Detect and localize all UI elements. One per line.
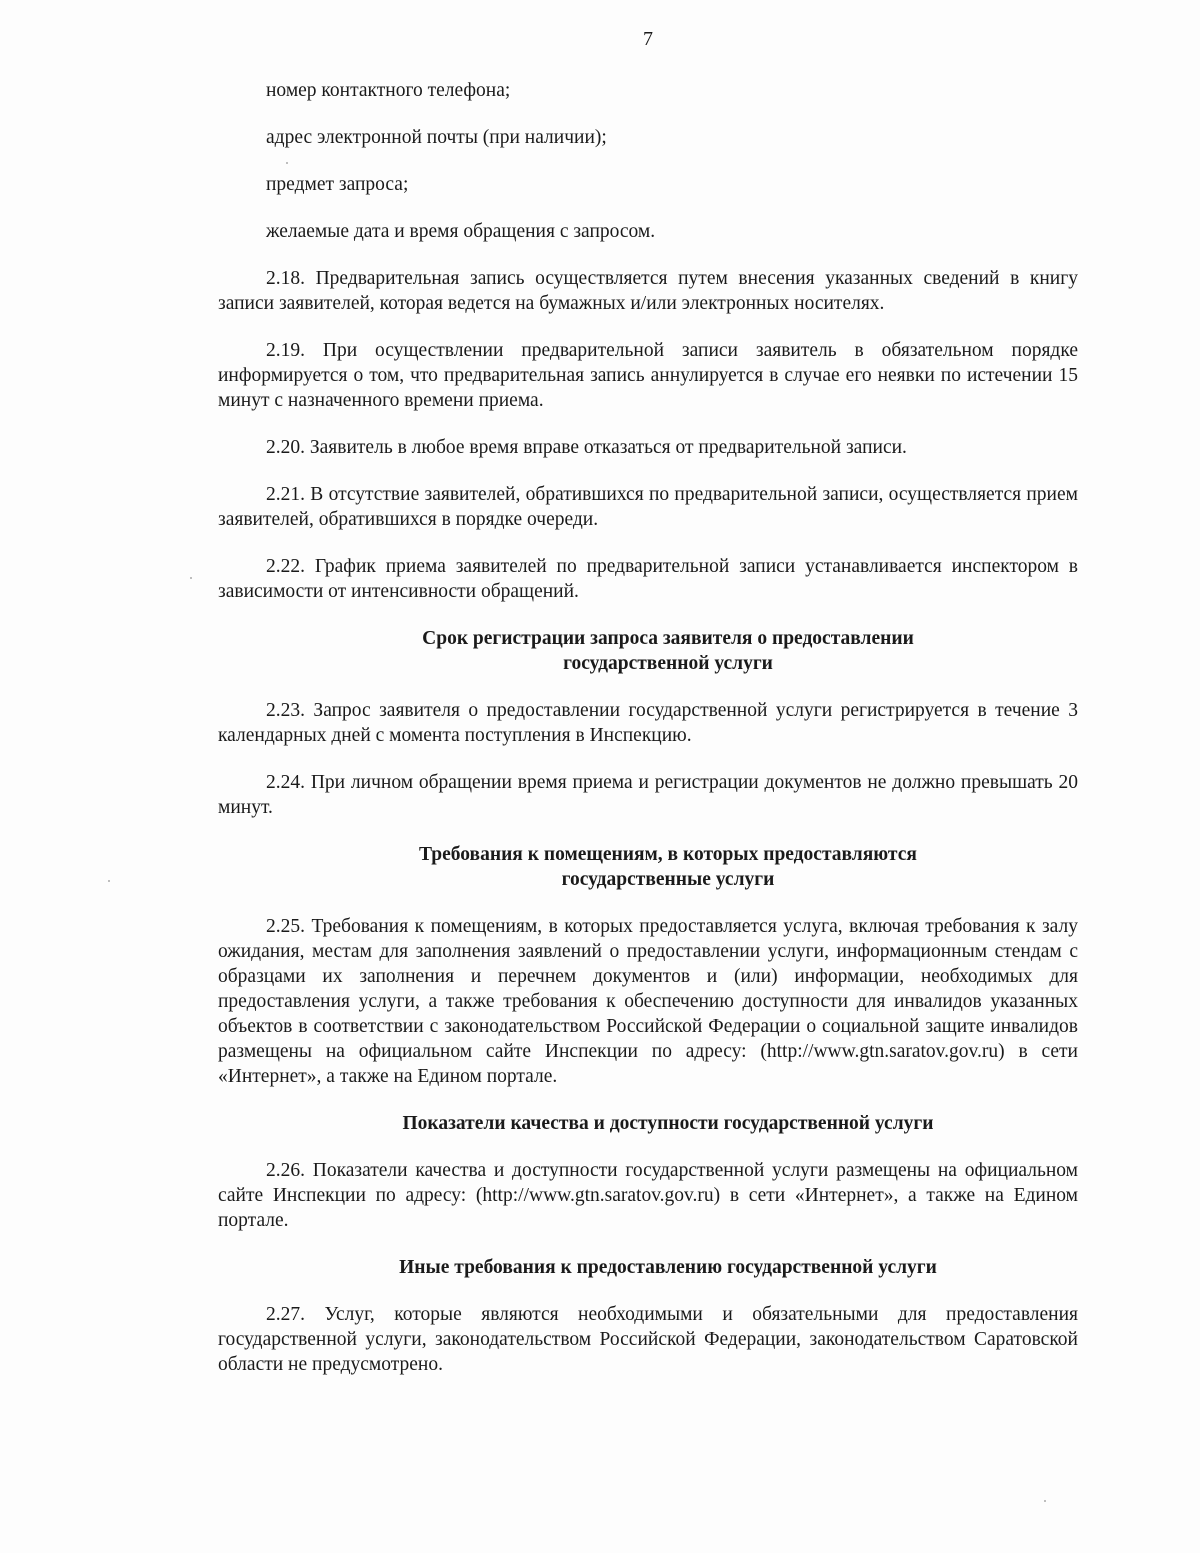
document-body: [218, 78, 1078, 1399]
paragraph-2-20: 2.20. Заявитель в любое время вправе отказаться от предварительной записи.: [266, 437, 907, 458]
heading-line: Требования к помещениям, в которых предоставляются: [419, 844, 917, 865]
scan-speck: [1044, 1500, 1046, 1502]
paragraph-2-27: 2.27. Услуг, которые являются необходимыми и обязательными для предоставления государственной услуги, законодательством Российской Федерации, законодательством Саратовской области не предусмотрено.: [218, 1304, 1078, 1375]
paragraph-2-19: 2.19. При осуществлении предварительной записи заявитель в обязательном порядке информируется о том, что предварительная запись аннулируется в случае его неявки по истечении 15 минут с назначенного времени приема.: [218, 340, 1078, 411]
list-item: номер контактного телефона;: [266, 80, 511, 101]
heading-other: Иные требования к предоставлению государственной услуги: [399, 1257, 937, 1278]
heading-line: государственной услуги: [563, 653, 773, 674]
paragraph-2-25: 2.25. Требования к помещениям, в которых предоставляется услуга, включая требования к залу ожидания, местам для заполнения заявлений о предоставлении услуги, информационным стендам с образцами их заполнения и перечнем документов и (или) информации, необходимых для предоставления услуги, а также требования к обеспечению доступности для инвалидов указанных объектов в соответствии с законодательством Российской Федерации о социальной защите инвалидов размещены на официальном сайте Инспекции по адресу: (http://www.gtn.saratov.gov.ru) в сети «Интернет», а также на Едином портале.: [218, 916, 1078, 1087]
scan-speck: [108, 880, 110, 882]
heading-line: Срок регистрации запроса заявителя о предоставлении: [422, 628, 914, 649]
scan-speck: [190, 577, 192, 579]
list-item: предмет запроса;: [266, 174, 409, 195]
paragraph-2-22: 2.22. График приема заявителей по предварительной записи устанавливается инспектором в зависимости от интенсивности обращений.: [218, 556, 1078, 602]
paragraph-2-18: 2.18. Предварительная запись осуществляется путем внесения указанных сведений в книгу записи заявителей, которая ведется на бумажных и/или электронных носителях.: [218, 268, 1078, 314]
paragraph-2-23: 2.23. Запрос заявителя о предоставлении государственной услуги регистрируется в течение 3 календарных дней с момента поступления в Инспекцию.: [218, 700, 1078, 746]
paragraph-2-26: 2.26. Показатели качества и доступности государственной услуги размещены на официальном сайте Инспекции по адресу: (http://www.gtn.saratov.gov.ru) в сети «Интернет», а также на Едином портале.: [218, 1160, 1078, 1231]
heading-line: государственные услуги: [561, 869, 775, 890]
heading-premises: [218, 842, 1078, 892]
heading-quality: Показатели качества и доступности государственной услуги: [402, 1113, 934, 1134]
heading-registration: [218, 626, 1078, 676]
scan-speck: [286, 162, 288, 164]
paragraph-2-24: 2.24. При личном обращении время приема и регистрации документов не должно превышать 20 минут.: [218, 772, 1078, 818]
list-item: адрес электронной почты (при наличии);: [266, 127, 607, 148]
page-number: 7: [643, 28, 653, 50]
paragraph-2-21: 2.21. В отсутствие заявителей, обратившихся по предварительной записи, осуществляется прием заявителей, обратившихся в порядке очереди.: [218, 484, 1078, 530]
list-item: желаемые дата и время обращения с запросом.: [266, 221, 656, 242]
